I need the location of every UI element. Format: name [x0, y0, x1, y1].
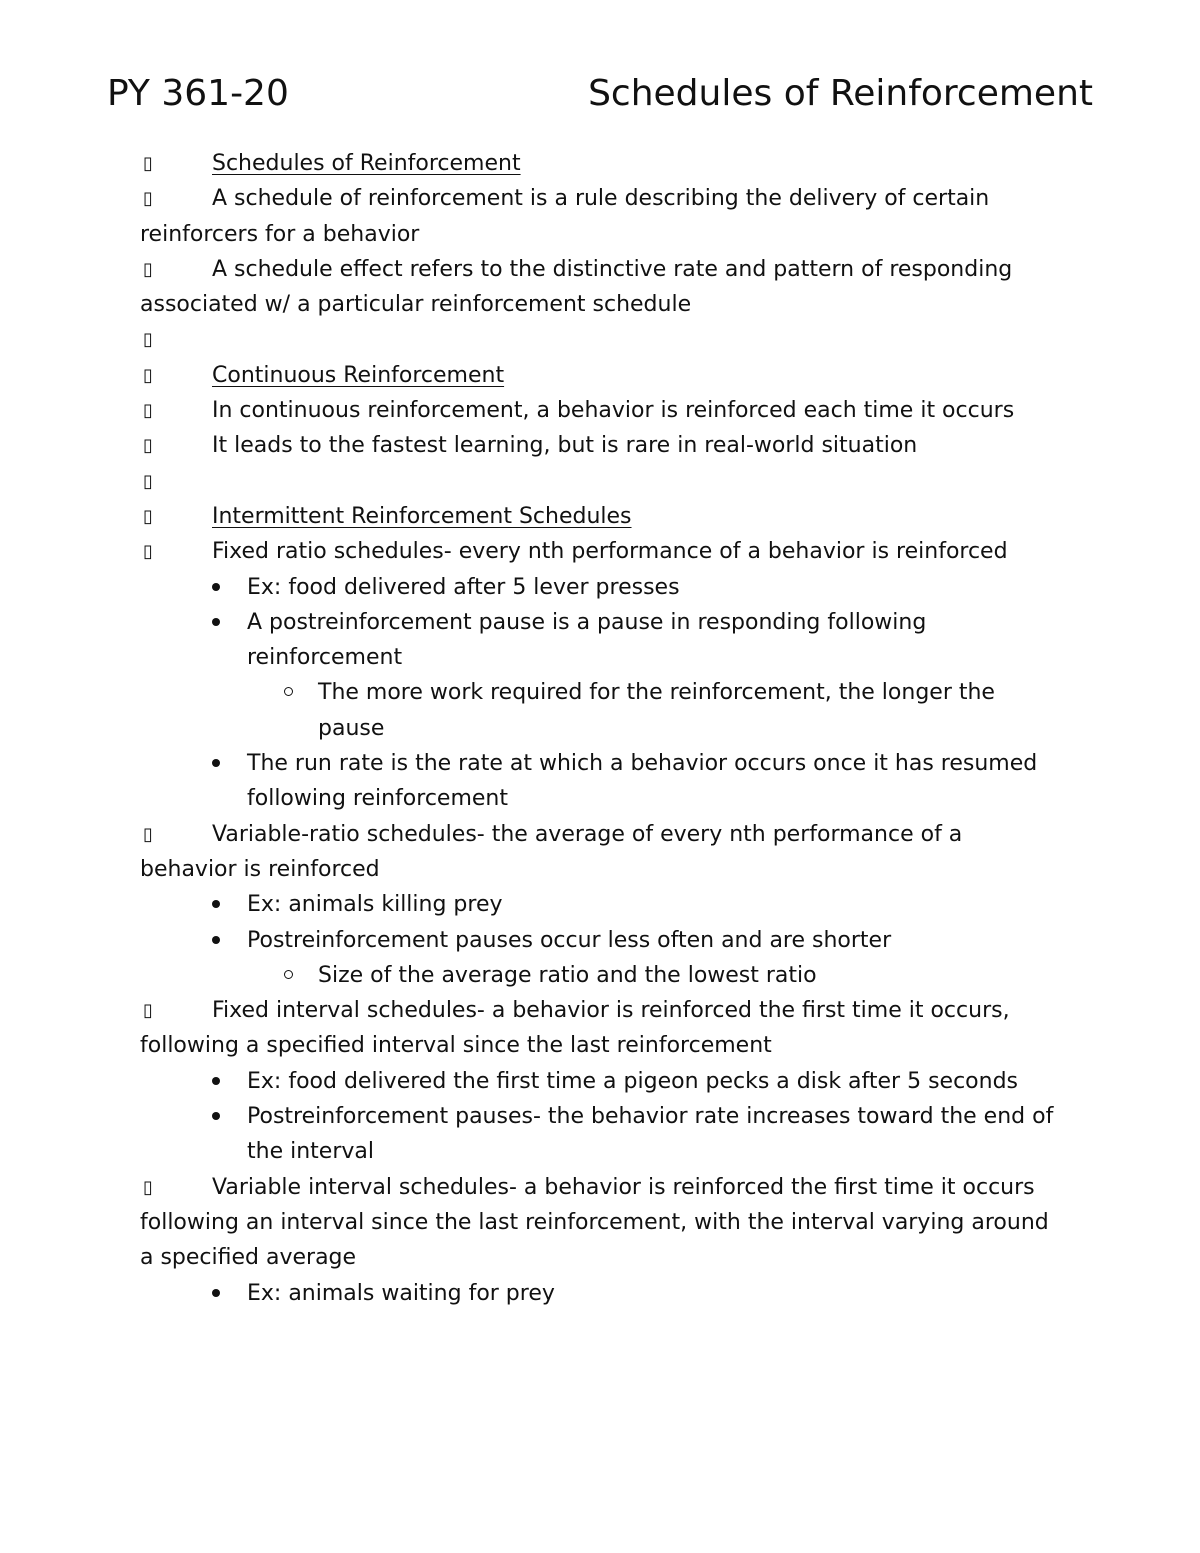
missing-symbol-icon — [140, 428, 212, 463]
empty-paragraph — [140, 322, 1060, 357]
note-paragraph — [140, 181, 1060, 252]
bullet-item — [140, 570, 1060, 605]
bullet-text: Ex: animals waiting for prey — [247, 1280, 555, 1306]
notes-body — [140, 146, 1060, 1311]
bullet-dot-icon — [212, 1077, 220, 1085]
missing-symbol-icon — [140, 534, 212, 569]
bullet-item — [140, 923, 1060, 958]
missing-symbol-icon — [140, 817, 212, 852]
missing-symbol-icon — [140, 499, 212, 534]
sub-bullet-item — [140, 675, 1060, 746]
missing-symbol-icon — [140, 252, 212, 287]
bullet-text: The run rate is the rate at which a behavior occurs once it has resumed following reinforcement — [247, 751, 1038, 812]
bullet-text: Ex: food delivered after 5 lever presses — [247, 574, 680, 600]
bullet-item — [140, 1276, 1060, 1311]
paragraph-text: Variable-ratio schedules- the average of every nth performance of a behavior is reinforced — [140, 821, 963, 882]
empty-paragraph — [140, 464, 1060, 499]
page-header — [107, 70, 1093, 118]
bullet-item — [140, 1064, 1060, 1099]
note-paragraph — [140, 1170, 1060, 1276]
bullet-text: Ex: food delivered the first time a pigeon pecks a disk after 5 seconds — [247, 1068, 1018, 1094]
bullet-dot-icon — [212, 759, 220, 767]
paragraph-text: A schedule effect refers to the distinctive rate and pattern of responding associated w/ a particular reinforcement schedule — [140, 256, 1013, 318]
section-heading — [140, 499, 1060, 534]
bullet-dot-icon — [212, 1289, 220, 1297]
missing-symbol-icon — [140, 1170, 212, 1205]
section-heading — [140, 146, 1060, 181]
paragraph-text: In continuous reinforcement, a behavior is reinforced each time it occurs — [212, 398, 1015, 424]
note-paragraph — [140, 393, 1060, 428]
document-title: Schedules of Reinforcement — [588, 73, 1093, 114]
bullet-dot-icon — [212, 583, 220, 591]
note-paragraph — [140, 817, 1060, 888]
bullet-dot-icon — [212, 900, 220, 908]
paragraph-text: Continuous Reinforcement — [212, 362, 505, 388]
hollow-circle-bullet-icon — [284, 687, 293, 696]
paragraph-text: Schedules of Reinforcement — [212, 151, 521, 176]
paragraph-text: Fixed interval schedules- a behavior is reinforced the first time it occurs, following a specified interval since the last reinforcement — [140, 998, 1010, 1059]
paragraph-text: It leads to the fastest learning, but is rare in real-world situation — [212, 433, 918, 459]
missing-symbol-icon — [140, 146, 212, 181]
bullet-item — [140, 1099, 1060, 1170]
note-paragraph — [140, 534, 1060, 569]
missing-symbol-icon — [140, 358, 212, 393]
note-paragraph — [140, 428, 1060, 463]
paragraph-text: Fixed ratio schedules- every nth performance of a behavior is reinforced — [212, 539, 1008, 565]
bullet-text: Postreinforcement pauses- the behavior rate increases toward the end of the interval — [247, 1104, 1054, 1165]
bullet-text: Ex: animals killing prey — [247, 892, 503, 918]
bullet-text: Postreinforcement pauses occur less often and are shorter — [247, 927, 892, 953]
note-paragraph — [140, 993, 1060, 1064]
bullet-item — [140, 605, 1060, 676]
paragraph-text: Intermittent Reinforcement Schedules — [212, 503, 632, 529]
bullet-item — [140, 887, 1060, 922]
hollow-circle-bullet-icon — [284, 970, 293, 979]
missing-symbol-icon — [140, 393, 212, 428]
sub-bullet-item — [140, 958, 1060, 993]
course-code: PY 361-20 — [107, 73, 289, 114]
missing-symbol-icon — [140, 993, 212, 1028]
section-heading — [140, 358, 1060, 393]
note-paragraph — [140, 252, 1060, 323]
sub-bullet-text: Size of the average ratio and the lowest ratio — [318, 962, 817, 988]
missing-symbol-icon — [140, 322, 212, 357]
bullet-dot-icon — [212, 936, 220, 944]
missing-symbol-icon — [140, 464, 212, 499]
bullet-dot-icon — [212, 1112, 220, 1120]
bullet-item — [140, 746, 1060, 817]
bullet-text: A postreinforcement pause is a pause in responding following reinforcement — [247, 609, 927, 671]
sub-bullet-text: The more work required for the reinforcement, the longer the pause — [318, 680, 995, 741]
missing-symbol-icon — [140, 181, 212, 216]
bullet-dot-icon — [212, 618, 220, 626]
paragraph-text: A schedule of reinforcement is a rule describing the delivery of certain reinforcers for a behavior — [140, 186, 990, 247]
paragraph-text: Variable interval schedules- a behavior is reinforced the first time it occurs following an interval since the last reinforcement, with the interval varying around a specified average — [140, 1174, 1049, 1271]
